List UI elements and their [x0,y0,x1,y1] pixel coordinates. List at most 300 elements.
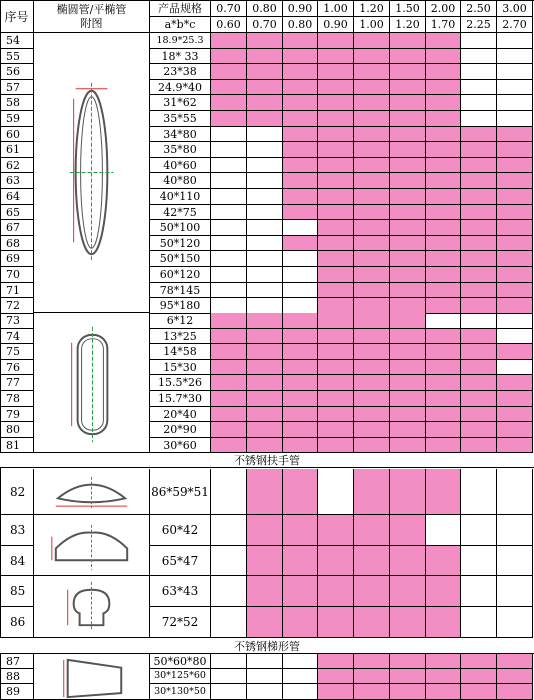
empty-cell [247,220,283,236]
available-cell [354,189,390,205]
available-cell [497,344,533,360]
row-number: 56 [0,64,34,80]
available-cell [390,298,426,314]
header-figure [34,1,150,33]
handrail-profile-3 [34,576,150,638]
available-cell [426,267,461,283]
handrail-profile-1 [34,469,150,515]
spec-cell: 24.9*40 [150,80,211,95]
available-cell [497,684,533,700]
available-cell [426,64,461,80]
header-seq: 序号 [0,1,34,33]
available-cell [354,49,390,64]
available-cell [426,422,461,438]
available-cell [318,422,354,438]
empty-cell [497,33,533,49]
empty-cell [211,546,247,576]
header-spec-bottom: a*b*c [150,17,211,33]
available-cell [390,329,426,344]
empty-cell [461,607,497,638]
available-cell [247,391,283,407]
available-cell [426,111,461,127]
empty-cell [247,283,283,298]
empty-cell [211,205,247,220]
available-cell [211,344,247,360]
spec-cell: 72*52 [150,607,211,638]
empty-cell [211,469,247,515]
spec-cell: 40*110 [150,189,211,205]
spec-cell: 30*130*50 [150,684,211,700]
row-number: 89 [0,684,34,700]
available-cell [247,33,283,49]
row-number: 71 [0,283,34,298]
available-cell [354,422,390,438]
empty-cell [283,669,318,684]
available-cell [497,669,533,684]
spec-cell: 20*40 [150,407,211,422]
available-cell [318,669,354,684]
row-number: 63 [0,173,34,189]
row-number: 55 [0,49,34,64]
empty-cell [283,298,318,314]
available-cell [461,142,497,158]
row-number: 83 [0,515,34,546]
empty-cell [247,189,283,205]
available-cell [318,515,354,546]
spec-cell: 30*60 [150,438,211,453]
thickness-bottom: 0.80 [283,17,318,33]
empty-cell [497,313,533,329]
spec-cell: 6*12 [150,313,211,329]
available-cell [247,607,283,638]
thickness-bottom: 2.70 [497,17,533,33]
available-cell [426,329,461,344]
available-cell [283,329,318,344]
available-cell [247,95,283,111]
available-cell [318,344,354,360]
available-cell [390,158,426,173]
section-title-handrail: 不锈钢扶手管 [0,453,534,468]
empty-cell [497,546,533,576]
empty-cell [247,173,283,189]
thickness-bottom: 0.90 [318,17,354,33]
available-cell [211,80,247,95]
available-cell [497,267,533,283]
spec-cell: 35*80 [150,142,211,158]
available-cell [211,407,247,422]
row-number: 60 [0,127,34,142]
available-cell [247,80,283,95]
available-cell [497,422,533,438]
available-cell [390,546,426,576]
available-cell [211,64,247,80]
available-cell [426,142,461,158]
spec-cell: 50*100 [150,220,211,236]
available-cell [283,515,318,546]
available-cell [354,205,390,220]
available-cell [354,158,390,173]
available-cell [211,438,247,453]
empty-cell [247,236,283,251]
available-cell [390,283,426,298]
available-cell [211,313,247,329]
available-cell [497,375,533,391]
available-cell [318,64,354,80]
available-cell [318,267,354,283]
available-cell [461,205,497,220]
available-cell [390,251,426,267]
thickness-bottom: 1.70 [426,17,461,33]
available-cell [390,344,426,360]
available-cell [390,80,426,95]
available-cell [354,684,390,700]
available-cell [211,111,247,127]
spec-cell: 50*150 [150,251,211,267]
header-spec-top: 产品规格 [150,1,211,17]
available-cell [461,422,497,438]
available-cell [354,142,390,158]
empty-cell [497,329,533,344]
available-cell [390,111,426,127]
available-cell [426,298,461,314]
spec-cell: 15.5*26 [150,375,211,391]
available-cell [354,375,390,391]
available-cell [461,251,497,267]
available-cell [497,127,533,142]
row-number: 54 [0,33,34,49]
available-cell [318,375,354,391]
available-cell [354,283,390,298]
available-cell [426,33,461,49]
empty-cell [283,267,318,283]
spec-cell: 42*75 [150,205,211,220]
row-number: 68 [0,236,34,251]
spec-cell: 50*60*80 [150,654,211,669]
available-cell [247,422,283,438]
available-cell [283,173,318,189]
available-cell [426,576,461,607]
row-number: 59 [0,111,34,127]
available-cell [247,576,283,607]
available-cell [318,329,354,344]
empty-cell [211,654,247,669]
spec-cell: 20*90 [150,422,211,438]
available-cell [390,515,426,546]
available-cell [283,469,318,515]
row-number: 74 [0,329,34,344]
spec-cell: 40*80 [150,173,211,189]
available-cell [354,438,390,453]
available-cell [461,127,497,142]
spec-cell: 15*30 [150,360,211,375]
empty-cell [497,607,533,638]
available-cell [426,173,461,189]
row-number: 72 [0,298,34,314]
empty-cell [211,283,247,298]
available-cell [461,375,497,391]
available-cell [211,422,247,438]
available-cell [283,546,318,576]
spec-cell: 40*60 [150,158,211,173]
section-title-trapezoid: 不锈钢梯形管 [0,638,534,654]
available-cell [247,438,283,453]
available-cell [497,205,533,220]
available-cell [283,344,318,360]
available-cell [354,220,390,236]
available-cell [318,205,354,220]
available-cell [354,546,390,576]
spec-cell: 13*25 [150,329,211,344]
available-cell [497,158,533,173]
available-cell [390,64,426,80]
available-cell [426,375,461,391]
available-cell [247,49,283,64]
available-cell [461,158,497,173]
empty-cell [461,64,497,80]
row-number: 67 [0,220,34,236]
available-cell [211,95,247,111]
row-number: 86 [0,607,34,638]
available-cell [354,360,390,375]
row-number: 69 [0,251,34,267]
empty-cell [283,220,318,236]
available-cell [390,438,426,453]
spec-cell: 95*180 [150,298,211,314]
oval-tube-drawing [34,33,150,313]
row-number: 61 [0,142,34,158]
empty-cell [247,654,283,669]
available-cell [318,360,354,375]
thickness-bottom: 0.70 [247,17,283,33]
available-cell [318,313,354,329]
available-cell [283,407,318,422]
available-cell [318,407,354,422]
available-cell [461,220,497,236]
empty-cell [497,469,533,515]
empty-cell [461,313,497,329]
available-cell [354,344,390,360]
empty-cell [497,576,533,607]
row-number: 64 [0,189,34,205]
available-cell [497,251,533,267]
trapezoid-tube-drawing [34,654,150,700]
spec-cell: 34*80 [150,127,211,142]
available-cell [354,251,390,267]
available-cell [426,251,461,267]
available-cell [318,283,354,298]
available-cell [354,515,390,546]
available-cell [354,267,390,283]
empty-cell [211,298,247,314]
available-cell [461,684,497,700]
available-cell [354,298,390,314]
available-cell [318,189,354,205]
available-cell [390,95,426,111]
spec-cell: 60*120 [150,267,211,283]
available-cell [354,127,390,142]
available-cell [354,391,390,407]
flat-oval-tube-drawing [34,313,150,453]
row-number: 65 [0,205,34,220]
empty-cell [211,158,247,173]
available-cell [354,654,390,669]
row-number: 88 [0,669,34,684]
row-number: 70 [0,267,34,283]
spec-cell: 14*58 [150,344,211,360]
available-cell [354,173,390,189]
row-number: 75 [0,344,34,360]
available-cell [461,669,497,684]
available-cell [318,298,354,314]
spec-cell: 15.7*30 [150,391,211,407]
empty-cell [497,80,533,95]
thickness-top: 3.00 [497,1,533,17]
available-cell [426,283,461,298]
available-cell [426,360,461,375]
available-cell [497,654,533,669]
empty-cell [211,251,247,267]
row-number: 73 [0,313,34,329]
row-number: 78 [0,391,34,407]
available-cell [283,607,318,638]
empty-cell [461,546,497,576]
spec-cell: 50*120 [150,236,211,251]
empty-cell [211,127,247,142]
empty-cell [211,684,247,700]
available-cell [426,127,461,142]
available-cell [247,546,283,576]
empty-cell [211,607,247,638]
empty-cell [283,251,318,267]
available-cell [354,80,390,95]
available-cell [283,80,318,95]
available-cell [354,64,390,80]
available-cell [390,142,426,158]
available-cell [354,236,390,251]
available-cell [211,360,247,375]
empty-cell [247,142,283,158]
row-number: 85 [0,576,34,607]
handrail-profile-2 [34,515,150,576]
spec-cell: 78*145 [150,283,211,298]
available-cell [497,220,533,236]
available-cell [390,127,426,142]
available-cell [461,438,497,453]
empty-cell [318,469,354,515]
available-cell [283,236,318,251]
available-cell [247,407,283,422]
available-cell [497,298,533,314]
available-cell [318,654,354,669]
empty-cell [497,49,533,64]
available-cell [318,236,354,251]
empty-cell [497,111,533,127]
spec-cell: 18* 33 [150,49,211,64]
available-cell [283,422,318,438]
empty-cell [247,684,283,700]
available-cell [426,80,461,95]
available-cell [390,33,426,49]
spec-cell: 23*38 [150,64,211,80]
available-cell [283,158,318,173]
empty-cell [461,111,497,127]
available-cell [211,391,247,407]
available-cell [426,236,461,251]
available-cell [390,469,426,515]
thickness-top: 1.50 [390,1,426,17]
empty-cell [461,576,497,607]
available-cell [426,391,461,407]
available-cell [247,469,283,515]
available-cell [283,33,318,49]
thickness-top: 0.90 [283,1,318,17]
thickness-top: 1.00 [318,1,354,17]
available-cell [461,344,497,360]
available-cell [426,189,461,205]
row-number: 62 [0,158,34,173]
available-cell [390,375,426,391]
available-cell [354,669,390,684]
empty-cell [211,220,247,236]
spec-cell: 31*62 [150,95,211,111]
empty-cell [461,49,497,64]
available-cell [318,173,354,189]
available-cell [354,329,390,344]
available-cell [461,329,497,344]
available-cell [318,95,354,111]
header-figure-line: 附图 [80,16,103,30]
available-cell [497,142,533,158]
row-number: 81 [0,438,34,453]
available-cell [497,283,533,298]
available-cell [354,576,390,607]
available-cell [283,64,318,80]
available-cell [247,313,283,329]
empty-cell [211,669,247,684]
row-number: 76 [0,360,34,375]
empty-cell [247,669,283,684]
available-cell [426,205,461,220]
available-cell [247,375,283,391]
available-cell [211,375,247,391]
empty-cell [211,267,247,283]
thickness-bottom: 0.60 [211,17,247,33]
available-cell [247,64,283,80]
available-cell [426,669,461,684]
available-cell [354,313,390,329]
row-number: 57 [0,80,34,95]
row-number: 84 [0,546,34,576]
thickness-bottom: 1.20 [390,17,426,33]
available-cell [426,438,461,453]
available-cell [247,329,283,344]
thickness-bottom: 2.25 [461,17,497,33]
available-cell [390,189,426,205]
available-cell [426,654,461,669]
available-cell [461,189,497,205]
empty-cell [211,173,247,189]
row-number: 79 [0,407,34,422]
row-number: 80 [0,422,34,438]
available-cell [426,546,461,576]
available-cell [318,158,354,173]
available-cell [390,267,426,283]
available-cell [461,654,497,669]
available-cell [390,220,426,236]
available-cell [283,189,318,205]
available-cell [461,267,497,283]
empty-cell [247,298,283,314]
